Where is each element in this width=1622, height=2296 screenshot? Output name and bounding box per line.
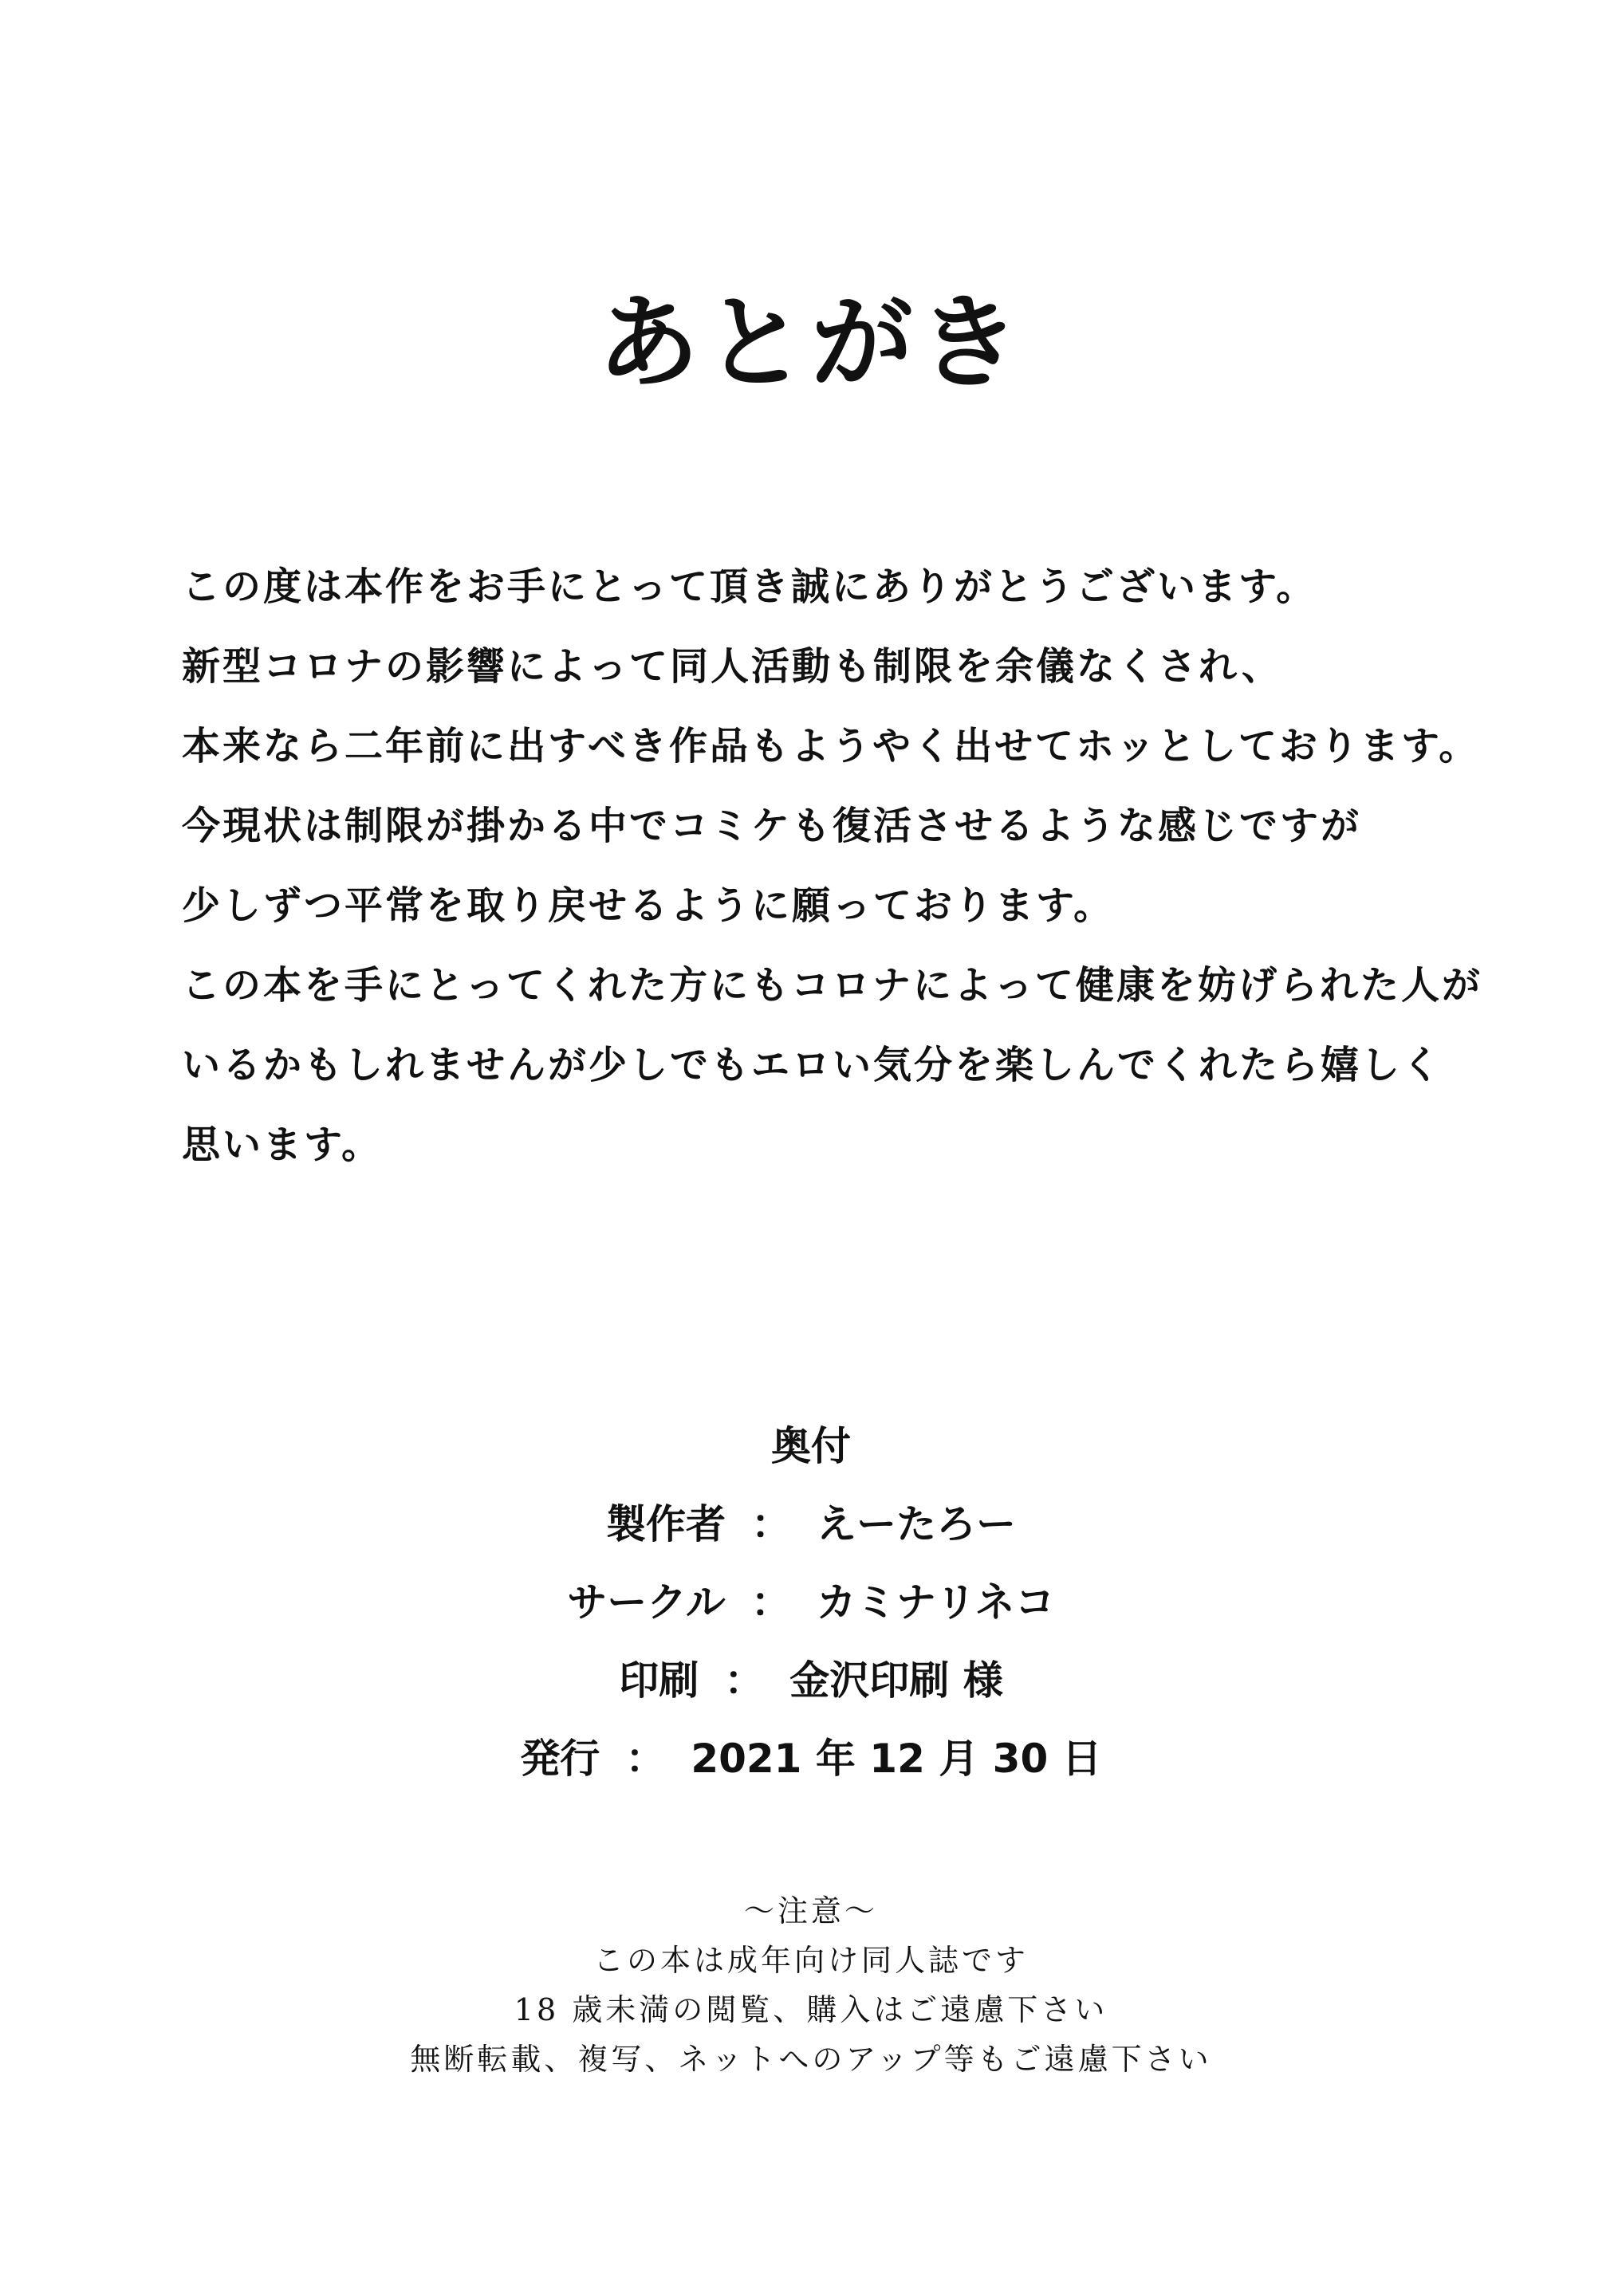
afterword-line: この本を手にとってくれた方にもコロナによって健康を妨げられた人が [182, 963, 1483, 1008]
notice-line: 18 歳未満の閲覧、購入はご遠慮下さい [514, 1992, 1108, 2027]
afterword-line: 新型コロナの影響によって同人活動も制限を余儀なくされ、 [182, 644, 1282, 689]
colophon-heading: 奥付 [771, 1423, 851, 1469]
colophon-separator: ： [751, 1501, 791, 1547]
afterword-line: 少しずつ平常を取り戻せるように願っております。 [182, 883, 1115, 928]
afterword-line: 本来なら二年前に出すべき作品もようやく出せてホッとしております。 [182, 724, 1480, 769]
afterword-line: いるかもしれませんが少しでもエロい気分を楽しんでくれたら嬉しく [182, 1043, 1443, 1087]
afterword-body [182, 547, 1617, 1185]
colophon-row-issue-date [0, 1720, 1622, 1798]
notice [0, 1886, 1622, 2084]
colophon-value: えーたろー [817, 1501, 1016, 1547]
notice-heading: 〜注意〜 [743, 1893, 878, 1928]
page-title: あとがき [596, 283, 1025, 403]
colophon-label: 発行 [520, 1736, 600, 1782]
afterword-line: 今現状は制限が掛かる中でコミケも復活させるような感じですが [182, 804, 1362, 848]
colophon-separator: ： [750, 1579, 791, 1626]
colophon-label: 製作者 [606, 1501, 726, 1547]
colophon-separator: ： [625, 1736, 666, 1782]
afterword-line: この度は本作をお手にとって頂き誠にありがとうございます。 [182, 564, 1317, 609]
colophon [0, 1407, 1622, 1798]
notice-line: この本は成年向け同人誌です [593, 1943, 1029, 1978]
colophon-value: 金沢印刷 様 [789, 1657, 1003, 1704]
colophon-value: カミナリネコ [816, 1579, 1055, 1626]
colophon-label: サークル [567, 1579, 726, 1626]
colophon-value: 2021 年 12 月 30 日 [691, 1736, 1102, 1782]
colophon-row-printer [0, 1641, 1622, 1720]
notice-line: 無断転載、複写、ネットへのアップ等もご遠慮下さい [410, 2042, 1212, 2077]
afterword-line: 思います。 [182, 1122, 383, 1167]
colophon-row-author [0, 1485, 1622, 1563]
colophon-row-circle [0, 1563, 1622, 1641]
colophon-label: 印刷 [619, 1657, 699, 1704]
colophon-separator: ： [724, 1657, 765, 1704]
